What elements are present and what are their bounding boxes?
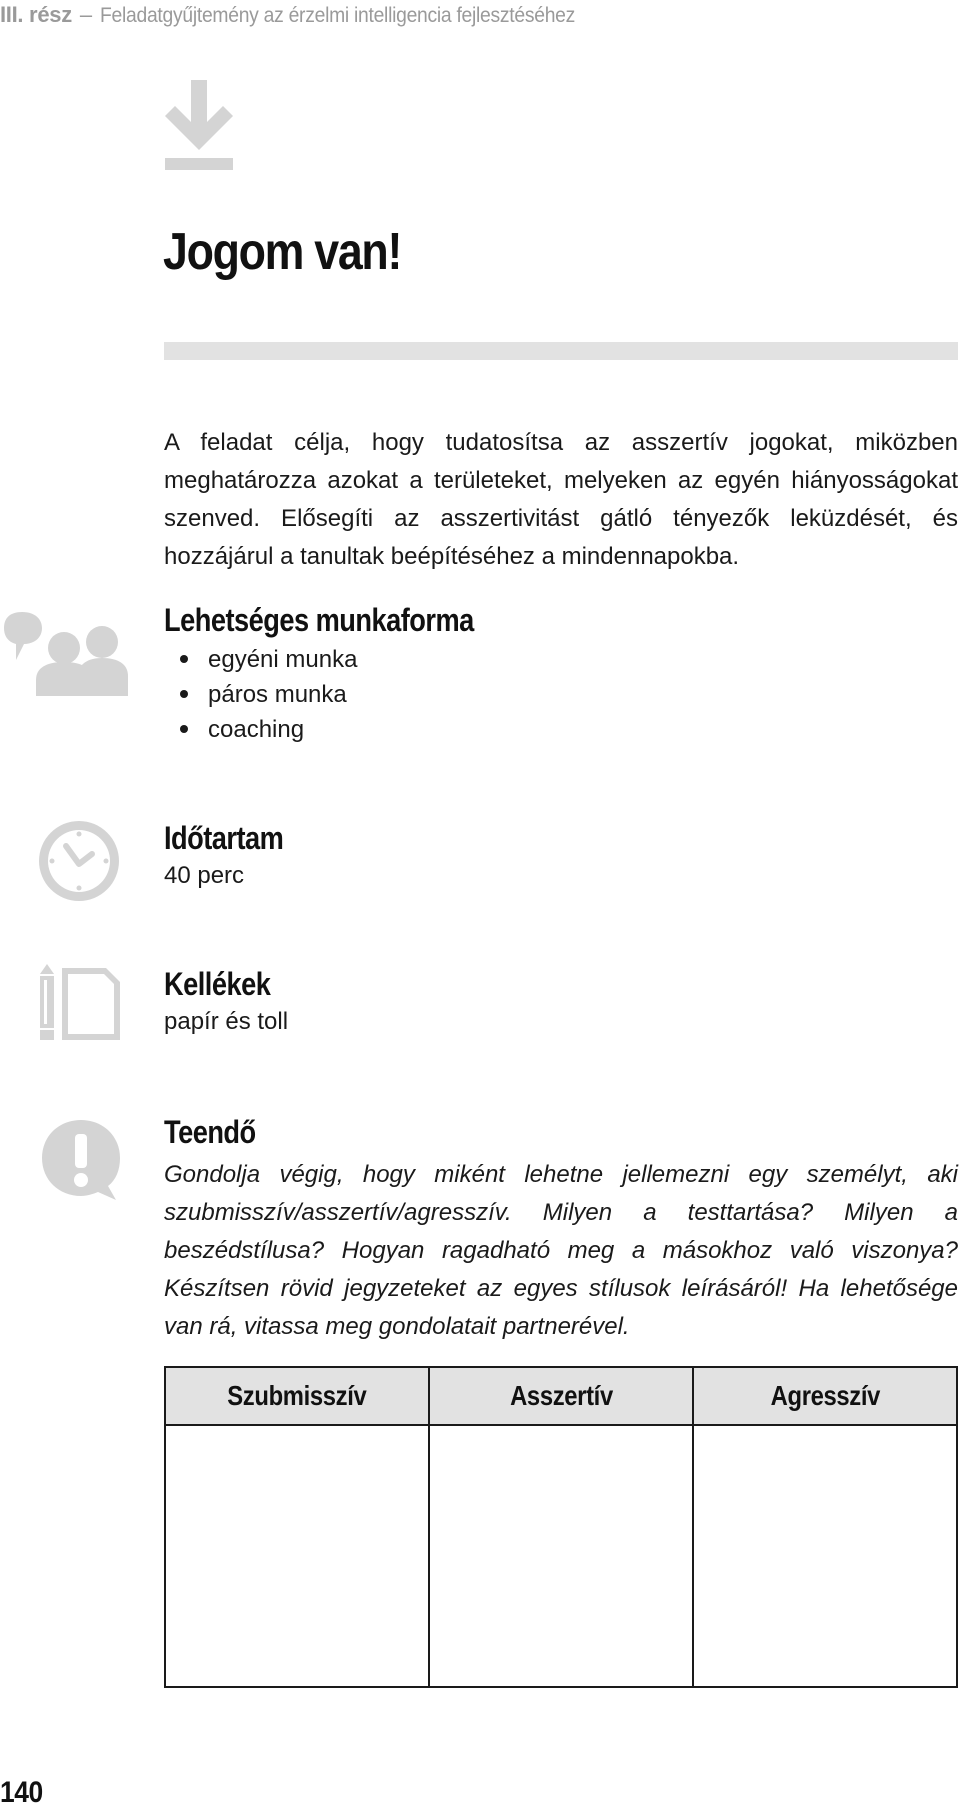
column-header-assertive: Asszertív [429, 1367, 693, 1425]
notes-cell-assertive[interactable] [429, 1425, 693, 1687]
materials-heading: Kellékek [164, 966, 271, 1002]
work-form-heading: Lehetséges munkaforma [164, 602, 474, 638]
exclamation-bubble-icon [40, 1118, 122, 1202]
download-arrow-icon [165, 80, 233, 170]
materials-section [164, 964, 958, 1040]
column-header-submissive: Szubmisszív [165, 1367, 429, 1425]
bullet-icon [180, 655, 188, 663]
bullet-icon [180, 725, 188, 733]
styles-table [164, 1366, 958, 1688]
work-form-section [164, 600, 958, 747]
list-item: coaching [164, 712, 958, 747]
title-rule [164, 342, 958, 360]
book-title: Feladatgyűjtemény az érzelmi intelligencia fejlesztéséhez [99, 4, 575, 27]
todo-heading: Teendő [164, 1114, 256, 1150]
header-separator: – [79, 2, 92, 27]
part-label: III. rész [0, 2, 72, 27]
duration-section [164, 818, 958, 894]
todo-section [164, 1112, 958, 1346]
table-row [165, 1425, 957, 1687]
column-header-aggressive: Agresszív [693, 1367, 957, 1425]
pencil-paper-icon [38, 964, 122, 1040]
clock-icon [38, 820, 120, 902]
list-item: egyéni munka [164, 642, 958, 677]
running-head [0, 2, 616, 28]
notes-cell-submissive[interactable] [165, 1425, 429, 1687]
bullet-icon [180, 690, 188, 698]
intro-paragraph: A feladat célja, hogy tudatosítsa az asszertív jogokat, miközben meghatározza azokat a területeket, melyeken az egyén hiányosságokat szenved. Elősegíti az asszertivitást gátló tényezők leküzdését, és hozzájárul a tanultak beépítéséhez a mindennapokba. [164, 429, 958, 570]
page-number: 140 [0, 1776, 43, 1809]
duration-value: 40 perc [164, 862, 245, 889]
notes-cell-aggressive[interactable] [693, 1425, 957, 1687]
page-title: Jogom van! [163, 223, 402, 281]
work-form-list [164, 642, 958, 747]
todo-text: Gondolja végig, hogy miként lehetne jellemezni egy személyt, aki szubmisszív/asszertív/agresszív. Milyen a testtartása? Milyen a beszédstílusa? Hogyan ragadható meg a másokhoz való viszonya? Készítsen rövid jegyzeteket az egyes stílusok leírásáról! Ha lehetősége van rá, vitassa meg gondolatait partnerével. [164, 1161, 958, 1340]
table-header-row [165, 1367, 957, 1425]
group-discussion-icon [2, 608, 130, 696]
materials-value: papír és toll [164, 1008, 289, 1035]
duration-heading: Időtartam [164, 820, 284, 856]
list-item: páros munka [164, 677, 958, 712]
